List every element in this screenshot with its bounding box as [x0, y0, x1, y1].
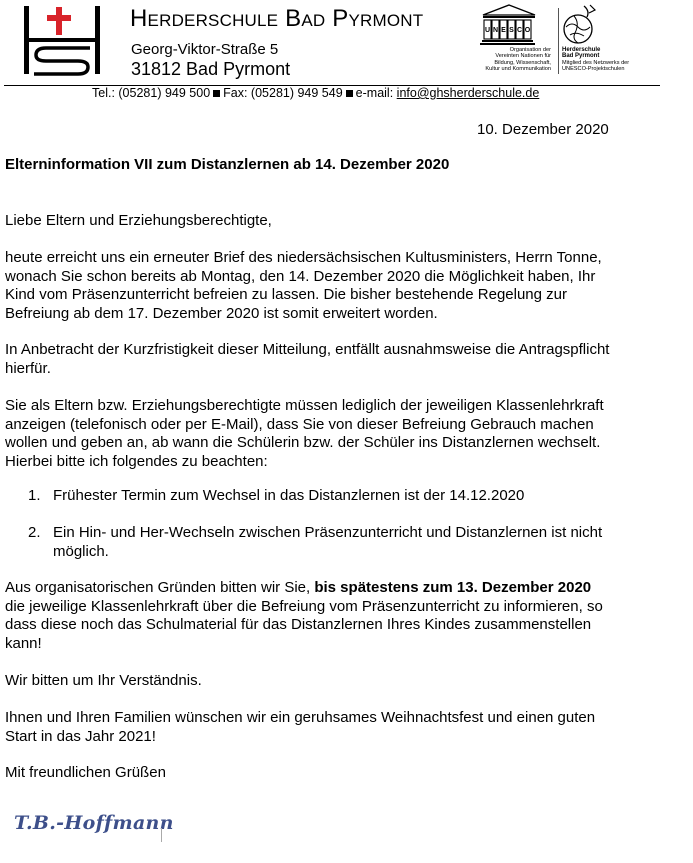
- unesco-letter: E: [501, 27, 506, 34]
- unesco-caption-line: Organisation der: [509, 47, 551, 53]
- network-caption-title: Bad Pyrmont: [562, 53, 600, 60]
- closing: Mit freundlichen Grüßen: [5, 764, 166, 781]
- signature: T.B.-Hoffmann: [14, 812, 174, 834]
- unesco-caption-line: Vereinten Nationen für: [495, 53, 551, 60]
- fax-number: Fax: (05281) 949 549: [223, 86, 343, 100]
- list-item-text: möglich.: [53, 542, 109, 560]
- paragraph-line: Ihnen und Ihren Familien wünschen wir ein geruhsames Weihnachtsfest und einen guten: [5, 709, 596, 726]
- paragraph-line: dass diese noch das Schulmaterial für das Distanzlernen Ihres Kindes zusammenstellen: [5, 616, 592, 633]
- paragraph-no-application: [5, 341, 665, 378]
- unesco-letter: S: [509, 27, 514, 34]
- paragraph-instructions: [5, 397, 665, 471]
- hs-logo-icon: [20, 4, 104, 78]
- school-name: HERDERSCHULE BAD PYRMONT: [130, 5, 424, 32]
- network-caption-title: Herderschule: [562, 47, 601, 53]
- paragraph-line: Hierbei bitte ich folgendes zu beachten:: [5, 452, 268, 470]
- paragraph-line: Sie als Eltern bzw. Erziehungsberechtigte müssen lediglich der jeweiligen Klassenlehrkraft: [5, 397, 604, 414]
- list-number: 1.: [28, 487, 41, 504]
- project-school-logo: [562, 3, 672, 77]
- unesco-letter: N: [492, 27, 499, 34]
- paragraph-line: wonach Sie schon bereits ab Montag, den 14. Dezember 2020 die Möglichkeit haben, Ihr: [5, 267, 596, 285]
- paragraph-line: hierfür.: [5, 359, 51, 377]
- paragraph-announcement: [5, 249, 665, 323]
- network-caption-line: UNESCO-Projektschulen: [562, 66, 625, 73]
- letter-date: 10. Dezember 2020: [477, 121, 609, 138]
- paragraph-line: In Anbetracht der Kurzfristigkeit dieser Mitteilung, entfällt ausnahmsweise die Antragspflicht: [5, 341, 610, 358]
- unesco-letter: C: [516, 27, 523, 34]
- paragraph-line: [5, 579, 665, 598]
- paragraph-understanding: Wir bitten um Ihr Verständnis.: [5, 672, 202, 689]
- deadline-date: bis spätestens zum 13. Dezember 2020: [314, 579, 592, 596]
- square-bullet-icon: [346, 90, 353, 97]
- phone-number: Tel.: (05281) 949 500: [92, 86, 211, 100]
- school-street: Georg-Viktor-Straße 5: [131, 41, 279, 58]
- paragraph-wishes: [5, 709, 665, 746]
- paragraph-line: wollen und geben an, ab wann die Schülerin bzw. der Schüler ins Distanzlernen wechselt.: [5, 434, 601, 451]
- school-city: 31812 Bad Pyrmont: [131, 59, 291, 79]
- list-number: 2.: [28, 524, 41, 541]
- paragraph-line: heute erreicht uns ein erneuter Brief des niedersächsischen Kultusministers, Herrn Tonne,: [5, 249, 602, 266]
- contact-line: [92, 86, 539, 100]
- email-link[interactable]: info@ghsherderschule.de: [396, 86, 540, 100]
- globe-network-icon: [562, 3, 602, 47]
- square-bullet-icon: [213, 90, 220, 97]
- salutation: Liebe Eltern und Erziehungsberechtigte,: [5, 212, 272, 229]
- unesco-caption: [471, 47, 551, 73]
- list-item-text: Frühester Termin zum Wechsel in das Distanzlernen ist der 14.12.2020: [53, 487, 525, 504]
- paragraph-line: Kind vom Präsenzunterricht befreien zu lassen. Die bisher bestehende Regelung zur: [5, 286, 567, 303]
- paragraph-line: Start in das Jahr 2021!: [5, 727, 156, 745]
- logo-divider: [558, 8, 559, 74]
- paragraph-line: die jeweilige Klassenlehrkraft über die Befreiung vom Präsenzunterricht zu informieren, so: [5, 597, 603, 615]
- unesco-letter: O: [524, 27, 531, 34]
- list-item: [28, 524, 668, 562]
- paragraph-line: kann!: [5, 634, 42, 652]
- unesco-logo: [471, 3, 553, 77]
- paragraph-line: Befreiung ab dem 17. Dezember 2020 ist somit erweitert worden.: [5, 304, 438, 322]
- deadline-intro: Aus organisatorischen Gründen bitten wir Sie,: [5, 579, 315, 596]
- project-school-caption: [562, 47, 672, 73]
- signature-mark: [161, 828, 162, 842]
- paragraph-line: anzeigen (telefonisch oder per E-Mail), dass Sie von dieser Befreiung Gebrauch machen: [5, 415, 594, 433]
- unesco-temple-icon: [471, 3, 553, 47]
- letter-subject: Elterninformation VII zum Distanzlernen ab 14. Dezember 2020: [5, 156, 450, 173]
- unesco-letter: U: [484, 27, 491, 34]
- email-label: e-mail:: [355, 86, 394, 100]
- unesco-caption-line: Bildung, Wissenschaft,: [494, 59, 551, 66]
- network-caption-line: Mitglied des Netzwerks der: [562, 59, 630, 66]
- unesco-caption-line: Kultur und Kommunikation: [485, 66, 551, 73]
- school-logo: [20, 4, 104, 78]
- paragraph-deadline: [5, 579, 665, 653]
- list-item-text: Ein Hin- und Her-Wechseln zwischen Präsenzunterricht und Distanzlernen ist nicht: [53, 524, 603, 541]
